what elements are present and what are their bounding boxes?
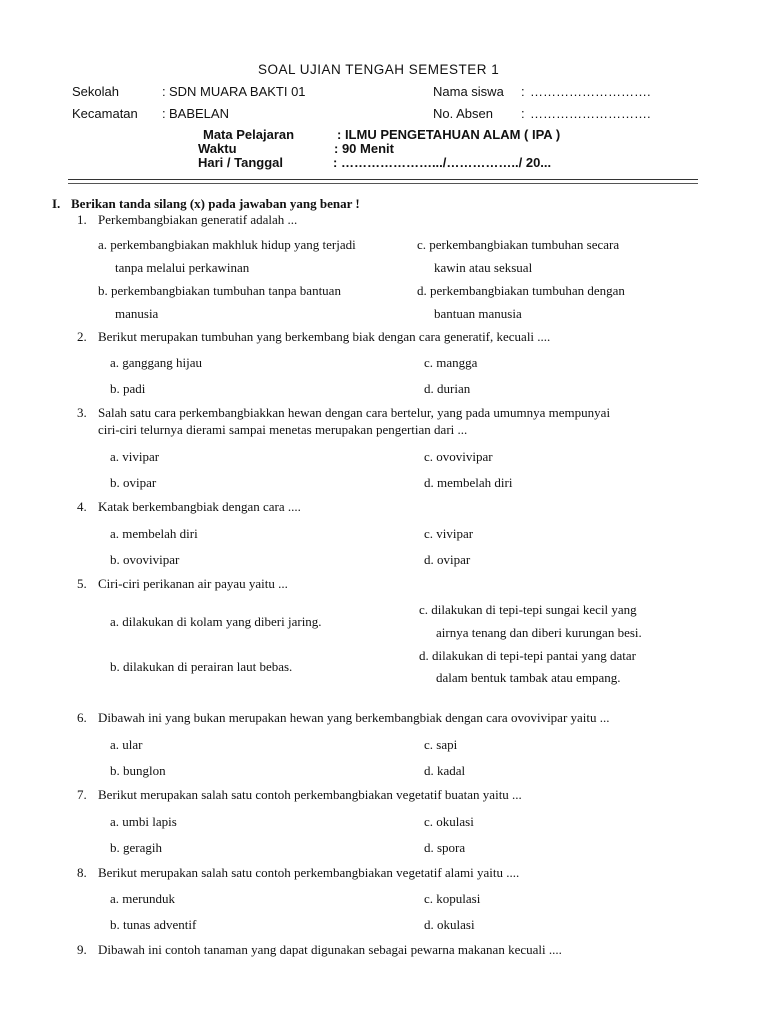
option-c-cont: kawin atau seksual [434, 260, 533, 275]
question-text: Perkembangbiakan generatif adalah ... [98, 212, 298, 227]
question-number: 4. [77, 499, 87, 514]
option-d[interactable]: d. membelah diri [424, 475, 513, 490]
name-field[interactable]: ………………………. [530, 84, 651, 99]
name-label: Nama siswa [433, 84, 504, 99]
name-colon: : [521, 84, 525, 99]
question-number: 7. [77, 787, 87, 802]
option-a[interactable]: a. ular [110, 737, 143, 752]
date-value[interactable]: : ………………….../……………../ 20... [333, 155, 552, 170]
option-d[interactable]: d. perkembangbiakan tumbuhan dengan [417, 283, 625, 298]
question-number: 3. [77, 405, 87, 420]
subject-label: Mata Pelajaran [203, 127, 295, 142]
question-text: Salah satu cara perkembangbiakkan hewan dengan cara bertelur, yang pada umumnya mempunyai [98, 405, 611, 420]
option-c[interactable]: c. vivipar [424, 526, 474, 541]
option-a[interactable]: a. umbi lapis [110, 814, 177, 829]
option-c[interactable]: c. sapi [424, 737, 458, 752]
option-c[interactable]: c. perkembangbiakan tumbuhan secara [417, 237, 620, 252]
option-c[interactable]: c. kopulasi [424, 891, 481, 906]
school-value: SDN MUARA BAKTI 01 [169, 84, 306, 99]
option-a-cont: tanpa melalui perkawinan [115, 260, 250, 275]
absen-colon: : [521, 106, 525, 121]
option-d[interactable]: d. okulasi [424, 917, 475, 932]
option-b[interactable]: b. tunas adventif [110, 917, 197, 932]
absen-field[interactable]: ………………………. [530, 106, 651, 121]
question-text: Ciri-ciri perikanan air payau yaitu ... [98, 576, 288, 591]
question-number: 1. [77, 212, 87, 227]
option-d[interactable]: d. durian [424, 381, 471, 396]
option-b[interactable]: b. geragih [110, 840, 162, 855]
option-c-cont: airnya tenang dan diberi kurungan besi. [436, 625, 642, 640]
option-d[interactable]: d. dilakukan di tepi-tepi pantai yang datar [419, 648, 636, 663]
question-text-cont: ciri-ciri telurnya dierami sampai menetas merupakan pengertian dari ... [98, 422, 468, 437]
option-b[interactable]: b. ovipar [110, 475, 157, 490]
question-number: 5. [77, 576, 87, 591]
question-text: Dibawah ini contoh tanaman yang dapat digunakan sebagai pewarna makanan kecuali .... [98, 942, 562, 957]
option-a[interactable]: a. vivipar [110, 449, 160, 464]
option-a[interactable]: a. merunduk [110, 891, 175, 906]
district-colon: : [162, 106, 166, 121]
district-value: BABELAN [169, 106, 229, 121]
option-b[interactable]: b. perkembangbiakan tumbuhan tanpa bantuan [98, 283, 341, 298]
option-a[interactable]: a. membelah diri [110, 526, 198, 541]
question-text: Berikut merupakan salah satu contoh perkembangbiakan vegetatif alami yaitu .... [98, 865, 520, 880]
school-label: Sekolah [72, 84, 119, 99]
option-b[interactable]: b. ovovivipar [110, 552, 180, 567]
option-b[interactable]: b. padi [110, 381, 146, 396]
option-c[interactable]: c. dilakukan di tepi-tepi sungai kecil yang [419, 602, 637, 617]
option-a[interactable]: a. ganggang hijau [110, 355, 203, 370]
option-d[interactable]: d. kadal [424, 763, 466, 778]
header-divider-thin [68, 183, 698, 184]
question-text: Berikut merupakan tumbuhan yang berkembang biak dengan cara generatif, kecuali .... [98, 329, 551, 344]
option-c[interactable]: c. okulasi [424, 814, 474, 829]
section-numeral: I. [52, 196, 61, 211]
subject-value: : ILMU PENGETAHUAN ALAM ( IPA ) [337, 127, 561, 142]
question-text: Berikut merupakan salah satu contoh perkembangbiakan vegetatif buatan yaitu ... [98, 787, 522, 802]
school-colon: : [162, 84, 166, 99]
page-title: SOAL UJIAN TENGAH SEMESTER 1 [258, 62, 500, 77]
date-label: Hari / Tanggal [198, 155, 283, 170]
option-b[interactable]: b. dilakukan di perairan laut bebas. [110, 659, 293, 674]
option-d-cont: bantuan manusia [434, 306, 522, 321]
option-d[interactable]: d. ovipar [424, 552, 471, 567]
section-instruction: Berikan tanda silang (x) pada jawaban yang benar ! [71, 196, 360, 211]
option-d-cont: dalam bentuk tambak atau empang. [436, 670, 621, 685]
district-label: Kecamatan [72, 106, 138, 121]
option-b[interactable]: b. bunglon [110, 763, 166, 778]
question-number: 8. [77, 865, 87, 880]
question-number: 9. [77, 942, 87, 957]
option-a[interactable]: a. perkembangbiakan makhluk hidup yang terjadi [98, 237, 356, 252]
time-label: Waktu [198, 141, 237, 156]
question-number: 2. [77, 329, 87, 344]
option-a[interactable]: a. dilakukan di kolam yang diberi jaring. [110, 614, 322, 629]
option-b-cont: manusia [115, 306, 159, 321]
question-text: Katak berkembangbiak dengan cara .... [98, 499, 301, 514]
option-c[interactable]: c. ovovivipar [424, 449, 493, 464]
time-value: : 90 Menit [334, 141, 394, 156]
header-divider [68, 179, 698, 180]
question-number: 6. [77, 710, 87, 725]
option-c[interactable]: c. mangga [424, 355, 478, 370]
absen-label: No. Absen [433, 106, 493, 121]
question-text: Dibawah ini yang bukan merupakan hewan yang berkembangbiak dengan cara ovovivipar yaitu ... [98, 710, 610, 725]
option-d[interactable]: d. spora [424, 840, 466, 855]
